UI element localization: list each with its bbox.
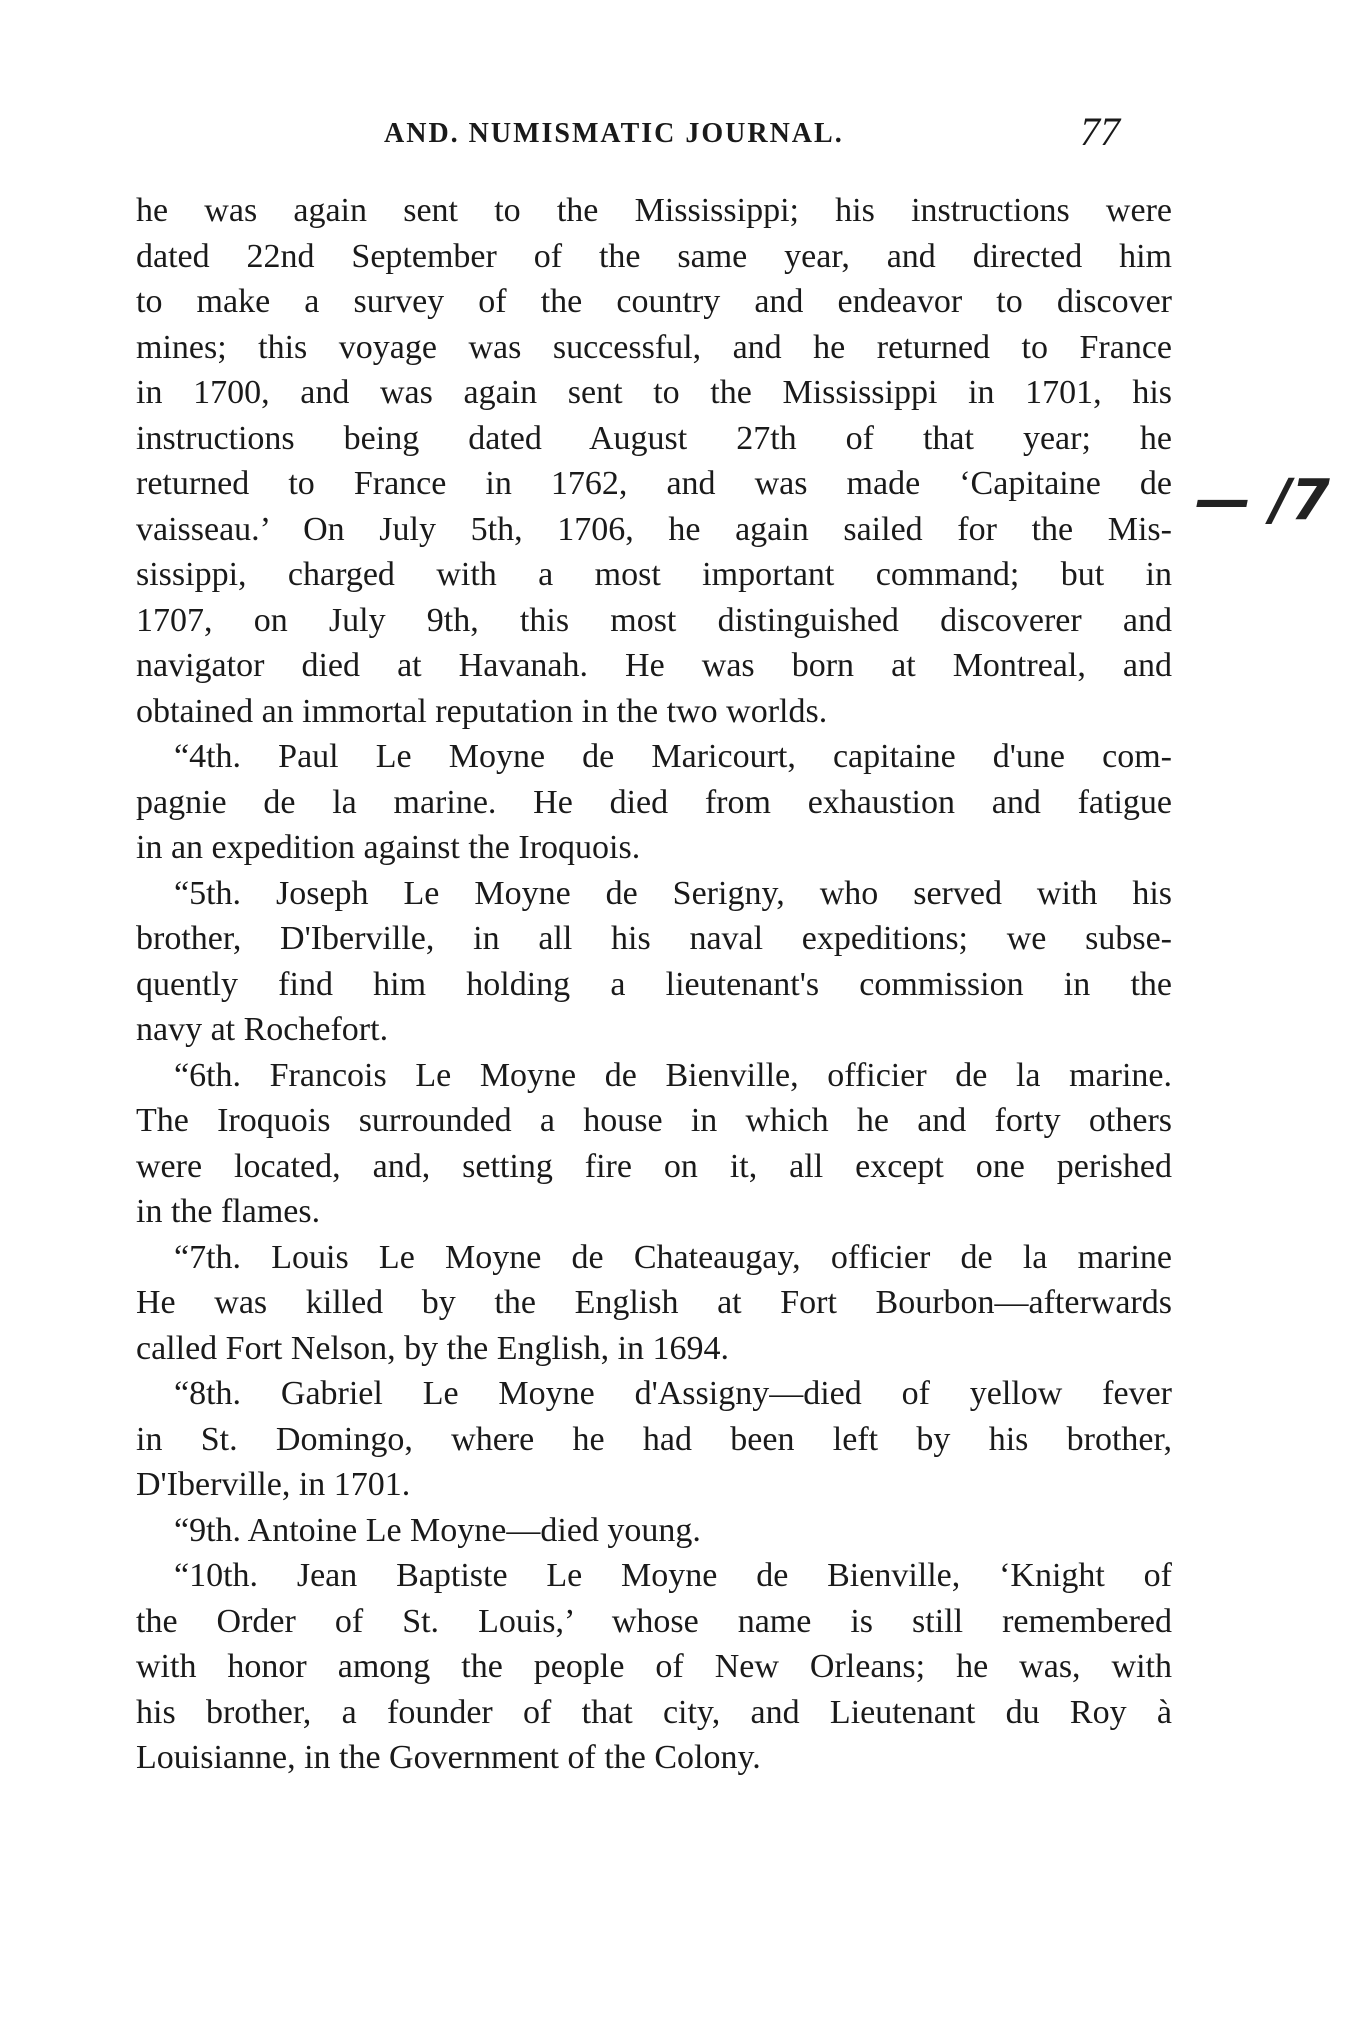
text-line: in St. Domingo, where he had been left by his brother,	[136, 1420, 1172, 1458]
page-number: 77	[1080, 109, 1120, 154]
text-line: 1707, on July 9th, this most distinguished discoverer and	[136, 601, 1172, 639]
text-line: the Order of St. Louis,’ whose name is still remembered	[136, 1602, 1172, 1640]
running-header: AND. NUMISMATIC JOURNAL.	[384, 118, 844, 149]
text-line: were located, and, setting fire on it, all except one perished	[136, 1147, 1172, 1185]
text-line: “5th. Joseph Le Moyne de Serigny, who served with his	[174, 874, 1172, 912]
text-line: mines; this voyage was successful, and he returned to France	[136, 328, 1172, 366]
text-line: instructions being dated August 27th of that year; he	[136, 419, 1172, 457]
text-line: in an expedition against the Iroquois.	[136, 829, 641, 866]
text-line: obtained an immortal reputation in the two worlds.	[136, 692, 828, 730]
text-line: returned to France in 1762, and was made ‘Capitaine de	[136, 465, 1172, 502]
text-line: quently find him holding a lieutenant's commission in the	[136, 965, 1172, 1003]
text-line: brother, D'Iberville, in all his naval expeditions; we subse-	[136, 920, 1172, 957]
text-line: in the flames.	[136, 1193, 321, 1230]
text-line: “8th. Gabriel Le Moyne d'Assigny—died of yellow fever	[174, 1375, 1172, 1412]
body-text	[136, 188, 1172, 1781]
text-line: “6th. Francois Le Moyne de Bienville, officier de la marine.	[174, 1056, 1172, 1094]
text-line: with honor among the people of New Orleans; he was, with	[136, 1648, 1172, 1685]
text-line: “7th. Louis Le Moyne de Chateaugay, officier de la marine	[174, 1238, 1172, 1276]
text-line: he was again sent to the Mississippi; his instructions were	[136, 192, 1172, 229]
text-line: “9th. Antoine Le Moyne—died young.	[174, 1511, 701, 1549]
text-line: The Iroquois surrounded a house in which he and forty others	[136, 1102, 1172, 1139]
text-line: He was killed by the English at Fort Bourbon—afterwards	[136, 1284, 1172, 1321]
text-line: his brother, a founder of that city, and Lieutenant du Roy à	[136, 1693, 1172, 1731]
text-line: sissippi, charged with a most important command; but in	[136, 556, 1172, 593]
text-line: called Fort Nelson, by the English, in 1694.	[136, 1329, 730, 1367]
text-line: to make a survey of the country and endeavor to discover	[136, 283, 1172, 320]
text-line: pagnie de la marine. He died from exhaustion and fatigue	[136, 783, 1172, 821]
text-line: navigator died at Havanah. He was born at Montreal, and	[136, 647, 1172, 684]
text-line: “10th. Jean Baptiste Le Moyne de Bienville, ‘Knight of	[174, 1557, 1172, 1594]
text-line: in 1700, and was again sent to the Mississippi in 1701, his	[136, 374, 1172, 411]
text-line: dated 22nd September of the same year, and directed him	[136, 237, 1172, 275]
text-line: D'Iberville, in 1701.	[136, 1466, 411, 1503]
text-line: Louisianne, in the Government of the Colony.	[136, 1739, 761, 1776]
handwritten-margin-note: — /7	[1195, 468, 1330, 533]
text-line: “4th. Paul Le Moyne de Maricourt, capitaine d'une com-	[174, 738, 1172, 775]
text-line: navy at Rochefort.	[136, 1011, 389, 1048]
text-line: vaisseau.’ On July 5th, 1706, he again sailed for the Mis-	[136, 510, 1172, 548]
